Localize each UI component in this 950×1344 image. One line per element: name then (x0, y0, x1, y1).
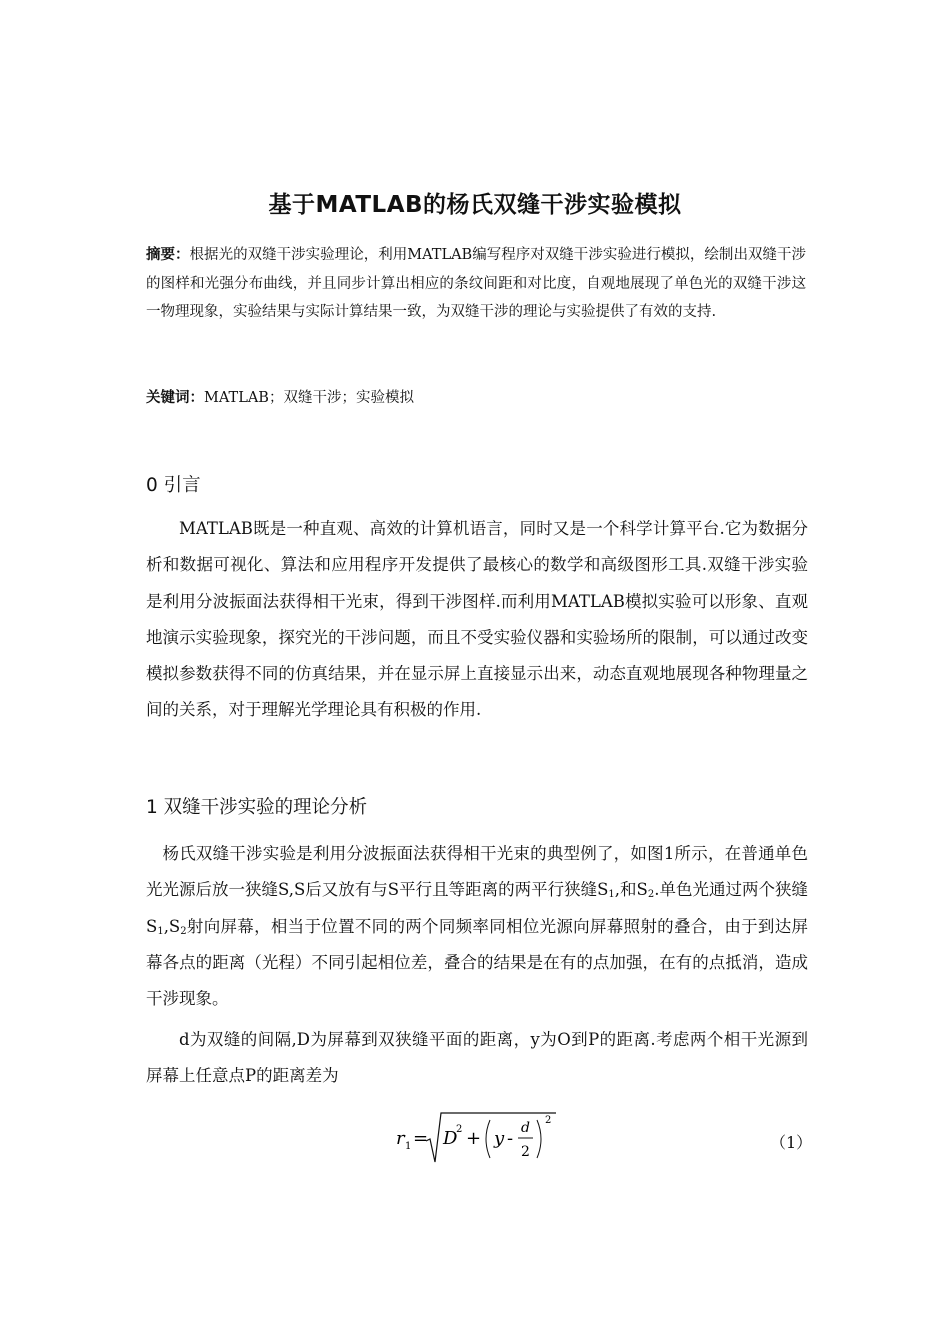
eq-frac-num: d (521, 1120, 530, 1136)
keywords-label: 关键词： (146, 390, 204, 406)
keywords-text: MATLAB；双缝干涉；实验模拟 (204, 390, 414, 406)
abstract-text: 根据光的双缝干涉实验理论，利用MATLAB编写程序对双缝干涉实验进行模拟，绘制出双缝干涉的图样和光强分布曲线，并且同步计算出相应的条纹间距和对比度，自观地展现了单色光的双缝干涉这一物理现象，实验结果与实际计算结果一致，为双缝干涉的理论与实验提供了有效的支持. (146, 247, 807, 320)
section-heading-intro: 0 引言 (146, 475, 201, 496)
theory-p1-text-d: ,S (163, 916, 181, 936)
eq-lhs: r (396, 1128, 405, 1149)
intro-paragraph: MATLAB既是一种直观、高效的计算机语言，同时又是一个科学计算平台.它为数据分析和数据可视化、算法和应用程序开发提供了最核心的数学和高级图形工具.双缝干涉实验是利用分波振面法获得相干光束，得到干涉图样.而利用MATLAB模拟实验可以形象、直观地演示实验现象，探究光的干涉问题，而且不受实验仪器和实验场所的限制，可以通过改变模拟参数获得不同的仿真结果，并在显示屏上直接显示出来，动态直观地展现各种物理量之间的关系，对于理解光学理论具有积极的作用. (146, 519, 808, 720)
eq-paren-square: 2 (545, 1115, 552, 1126)
eq-y: y (494, 1128, 505, 1149)
theory-p1-text-e: 射向屏幕，相当于位置不同的两个同频率同相位光源向屏幕照射的叠合，由于到达屏幕各点的距离（光程）不同引起相位差，叠合的结果是在有的点加强，在有的点抵消，造成干涉现象。 (146, 916, 808, 1009)
theory-paragraph-1 (146, 836, 808, 1017)
theory-p1-text-a: 杨氏双缝干涉实验是利用分波振面法获得相干光束的典型例了，如图1所示，在普通单色光光源后放一狭缝S,S后又放有与S平行且等距离的两平行狭缝S (146, 844, 808, 900)
subscript: 1 (608, 889, 615, 901)
abstract (146, 241, 806, 327)
theory-p1-text-b: ,和S (614, 880, 648, 900)
subscript: 1 (157, 925, 164, 937)
eq-frac-den: 2 (521, 1144, 530, 1160)
paper-title: 基于MATLAB的杨氏双缝干涉实验模拟 (268, 192, 682, 218)
eq-minus: - (507, 1128, 514, 1149)
right-paren (537, 1120, 541, 1158)
subscript: 2 (180, 925, 187, 937)
section-heading-theory: 1 双缝干涉实验的理论分析 (146, 797, 368, 818)
eq-D: D (443, 1128, 458, 1149)
equation-1 (396, 1110, 566, 1166)
eq-plus: + (466, 1128, 482, 1149)
eq-lhs-sub: 1 (405, 1141, 412, 1152)
subscript: 2 (647, 889, 655, 901)
keywords (146, 386, 806, 410)
abstract-label: 摘要： (146, 247, 190, 263)
eq-equals: = (413, 1128, 429, 1149)
eq-D-square: 2 (456, 1124, 463, 1135)
equation-number: （1） (770, 1133, 813, 1152)
left-paren (486, 1120, 490, 1158)
theory-paragraph-2: d为双缝的间隔,D为屏幕到双狭缝平面的距离，y为O到P的距离.考虑两个相干光源到屏幕上任意点P的距离差为 (146, 1030, 808, 1086)
theory-p1-text-c: .单色光通过两个狭缝S (146, 880, 808, 936)
